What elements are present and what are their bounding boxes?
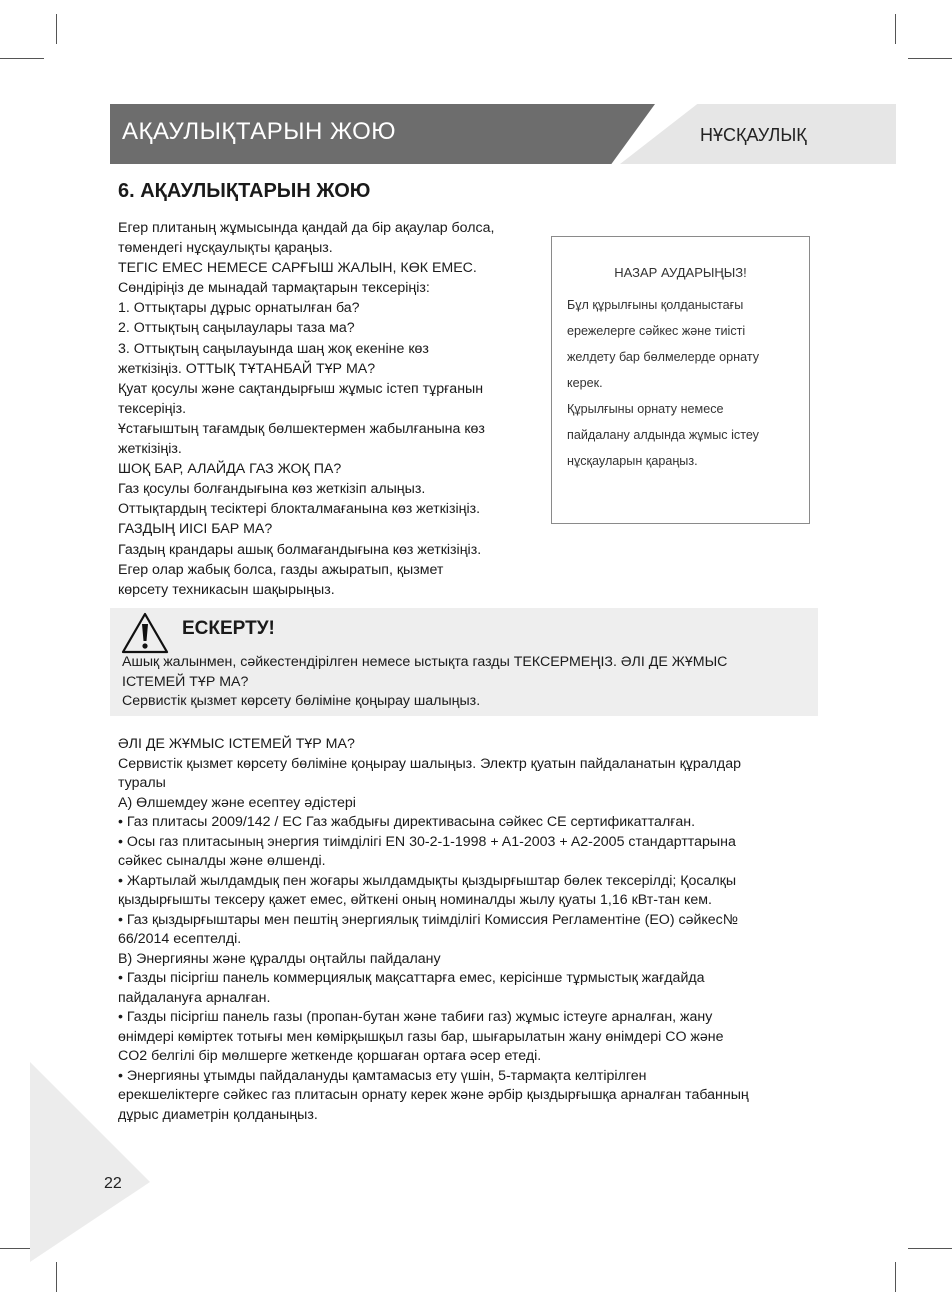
text-line: B) Энергияны және құралды оңтайлы пайдалану	[118, 950, 441, 967]
text-line: 66/2014 есептелді.	[118, 931, 242, 947]
text-line: Егер олар жабық болса, газды ажыратып, қызмет	[118, 561, 444, 578]
notice-title: НАЗАР АУДАРЫҢЫЗ!	[614, 265, 747, 280]
text-line: Қуат қосулы және сақтандырғыш жұмыс істеп тұрғанын	[118, 380, 484, 397]
intro-text	[118, 218, 538, 600]
text-line: ТЕГІС ЕМЕС НЕМЕСЕ САРҒЫШ ЖАЛЫН, КӨК ЕМЕС.	[118, 260, 477, 277]
notice-box	[551, 236, 810, 524]
text-line: пайдалануға арналған.	[118, 989, 271, 1006]
text-line: ШОҚ БАР, АЛАЙДА ГАЗ ЖОҚ ПА?	[118, 461, 342, 478]
text-line: Сервистік қызмет көрсету бөліміне қоңырау шалыңыз. Электр қуатын пайдаланатын құралдар	[118, 755, 741, 772]
notice-line: пайдалану алдында жұмыс істеу	[567, 428, 759, 442]
notice-line: желдету бар бөлмелерде орнату	[567, 350, 760, 364]
text-line: туралы	[118, 775, 166, 791]
notice-line: ережелерге сәйкес және тиісті	[567, 324, 746, 338]
text-line: ГАЗДЫҢ ИІСІ БАР МА?	[118, 521, 273, 538]
text-line: ӘЛІ ДЕ ЖҰМЫС ІСТЕМЕЙ ТҰР МА?	[118, 736, 355, 752]
crop-mark	[908, 1248, 952, 1249]
crop-mark	[0, 58, 44, 59]
notice-line: нұсқауларын қараңыз.	[567, 454, 698, 468]
text-line: тексеріңіз.	[118, 400, 187, 417]
warning-box	[110, 608, 818, 716]
text-line: 3. Оттықтың саңылауында шаң жоқ екеніне көз	[118, 340, 429, 357]
notice-line: керек.	[567, 376, 603, 390]
text-line: • Жартылай жылдамдық пен жоғары жылдамдықты қыздырғыштар бөлек тексерілді; Қосалқы	[118, 872, 737, 889]
text-line: • Газ қыздырғыштары мен пештің энергиялық тиімділігі Комиссия Регламентіне (ЕО) сәйкес№	[118, 911, 738, 928]
text-line: А) Өлшемдеу және есептеу әдістері	[118, 794, 356, 811]
text-line: Оттықтардың тесіктері блокталмағанына көз жеткізіңіз.	[118, 501, 481, 518]
text-line: • Осы газ плитасының энергия тиімділігі EN 30-2-1-1998 + A1-2003 + A2-2005 стандарттарына	[118, 833, 736, 850]
text-line: CO2 белгілі бір мөлшерге жеткенде қоршаған ортаға әсер етеді.	[118, 1048, 542, 1064]
notice-line: Бұл құрылғыны қолданыстағы	[567, 298, 744, 312]
text-line: 1. Оттықтары дұрыс орнатылған ба?	[118, 300, 360, 317]
warning-icon	[120, 611, 170, 655]
notice-line: Құрылғыны орнату немесе	[567, 402, 724, 416]
text-line: төмендегі нұсқаулықты қараңыз.	[118, 240, 333, 257]
text-line: Егер плитаның жұмысында қандай да бір ақаулар болса,	[118, 220, 495, 236]
text-line: • Газды пісіргіш панель коммерциялық мақсаттарға емес, керісінше тұрмыстық жағдайда	[118, 970, 705, 986]
warning-title: ЕСКЕРТУ!	[182, 618, 275, 639]
header-title: АҚАУЛЫҚТАРЫН ЖОЮ	[122, 118, 397, 145]
crop-mark	[895, 1262, 896, 1292]
text-line: 2. Оттықтың саңылаулары таза ма?	[118, 320, 355, 337]
body-text	[118, 735, 818, 1125]
text-line: ерекшеліктерге сәйкес газ плитасын орнату керек және әрбір қыздырғышқа арналған табанның	[118, 1087, 749, 1103]
warning-line: Ашық жалынмен, сәйкестендірілген немесе ыстықта газды ТЕКСЕРМЕҢІЗ. ӘЛІ ДЕ ЖҰМЫС	[122, 654, 728, 670]
warning-line: Сервистік қызмет көрсету бөліміне қоңырау шалыңыз.	[122, 693, 481, 709]
crop-mark	[895, 14, 896, 44]
text-line: Сөндіріңіз де мынадай тармақтарын тексеріңіз:	[118, 280, 430, 297]
text-line: жеткізіңіз.	[118, 441, 182, 458]
text-line: көрсету техникасын шақырыңыз.	[118, 581, 335, 598]
text-line: • Энергияны ұтымды пайдалануды қамтамасыз ету үшін, 5-тармақта келтірілген	[118, 1067, 647, 1084]
section-title: 6. АҚАУЛЫҚТАРЫН ЖОЮ	[118, 180, 371, 202]
warning-line: ІСТЕМЕЙ ТҰР МА?	[122, 673, 249, 690]
crop-mark	[56, 14, 57, 44]
text-line: қыздырғышты тексеру қажет емес, өйткені оның номиналды жылу қуаты 1,16 кВт-тан кем.	[118, 892, 712, 908]
text-line: жеткізіңіз. ОТТЫҚ ТҰТАНБАЙ ТҰР МА?	[118, 360, 376, 377]
text-line: дұрыс диаметрін қолданыңыз.	[118, 1106, 318, 1123]
text-line: • Газды пісіргіш панель газы (пропан-бутан және табиғи газ) жұмыс істеуге арналған, жану	[118, 1009, 713, 1025]
header-label: НҰСҚАУЛЫҚ	[700, 125, 807, 145]
warning-text	[122, 653, 812, 712]
text-line: Ұстағыштың тағамдық бөлшектермен жабылғанына көз	[118, 420, 485, 437]
text-line: Газ қосулы болғандығына көз жеткізіп алыңыз.	[118, 481, 426, 498]
text-line: сәйкес сыналды және өлшенді.	[118, 853, 326, 869]
text-line: • Газ плитасы 2009/142 / ЕС Газ жабдығы директивасына сәйкес CE сертификатталған.	[118, 814, 696, 830]
text-line: өнімдері көміртек тотығы мен көмірқышқыл газы бар, шығарылатын жану өнімдері CO және	[118, 1028, 724, 1045]
page-number: 22	[104, 1175, 122, 1192]
crop-mark	[56, 1262, 57, 1292]
crop-mark	[908, 58, 952, 59]
notice-body	[567, 292, 807, 474]
text-line: Газдың крандары ашық болмағандығына көз жеткізіңіз.	[118, 541, 482, 558]
